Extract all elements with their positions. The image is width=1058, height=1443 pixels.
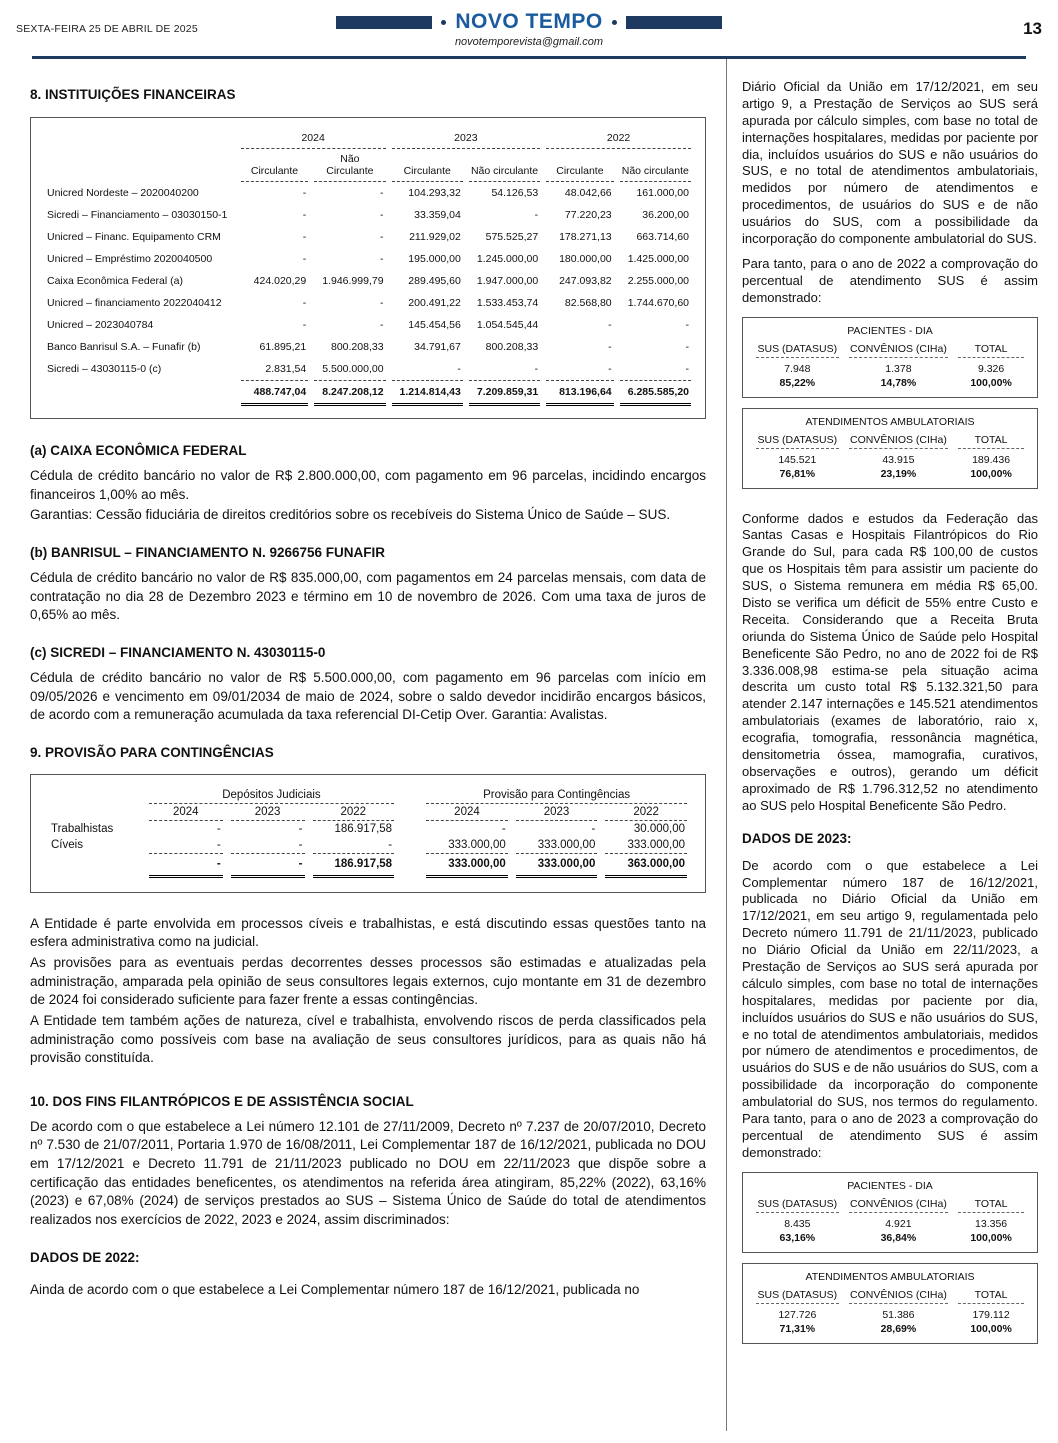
section-10-title: 10. DOS FINS FILANTRÓPICOS E DE ASSISTÊNCIA SOCIAL: [30, 1093, 414, 1109]
cell-value: 145.521: [778, 453, 817, 466]
paragraph: Diário Oficial da União em 17/12/2021, em seu artigo 9, a Prestação de Serviços ao SUS será apurada por cálculo simples, com base no total de internações hospitalares, medidas por paciente por dia, incluídos usuários do SUS e não usuários do SUS, e no total de atendimentos ambulatoriais, medidos por número de atendimentos e procedimentos, de usuários do SUS e de não usuários do SUS, com a possibilidade da incorporação do componente ambulatorial do SUS.: [742, 79, 1038, 247]
total-value: 1.214.814,43: [392, 380, 463, 406]
cell-value: 30.000,00: [633, 822, 685, 835]
row-label: Trabalhistas: [51, 822, 114, 835]
cell-value: -: [302, 231, 307, 244]
spacer-cell: [402, 853, 418, 878]
empty-cell: [45, 149, 235, 182]
cell-value: -: [591, 822, 596, 835]
cell-value: -: [380, 297, 384, 310]
table-row: [45, 292, 691, 314]
cell-value: -: [302, 253, 307, 266]
table-total-row: [45, 380, 691, 406]
cell-value: -: [501, 822, 506, 835]
cell-value: 333.000,00: [627, 838, 685, 851]
total-value: 333.000,00: [426, 853, 508, 878]
contingencies-box: [30, 774, 706, 893]
empty-cell: [49, 804, 141, 821]
group-header: Depósitos Judiciais: [149, 787, 394, 804]
row-label: Unicred – Empréstimo 2020040500: [47, 253, 213, 266]
row-label: Unicred – Financ. Equipamento CRM: [47, 231, 221, 244]
column-header: SUS (DATASUS): [756, 343, 839, 358]
year-header: 2022: [605, 804, 687, 821]
table-row: [45, 270, 691, 292]
cell-value: 200.491,22: [408, 297, 461, 310]
cell-value: 247.093,82: [559, 275, 612, 288]
column-header: CONVÊNIOS (CIHa): [849, 1198, 949, 1213]
cell-value: 8.435: [784, 1217, 811, 1230]
cell-percent: 100,00%: [970, 467, 1012, 480]
dados-2022-section: [30, 1250, 706, 1300]
paragraph: De acordo com o que estabelece a Lei Complementar número 187 de 16/12/2021, publicada no Diário Oficial da União em 17/12/2021, em seu artigo 9, regulamentada pelo Decreto número 11.791 de 21/11/2023, publicado no Diário Oficial da União em 22/11/2023, a Prestação de Serviços ao SUS será apurada por cálculo simples, com base no total de internações hospitalares, medidas por paciente por dia, incluídos usuários do SUS e não usuários do SUS, e no total de atendimentos ambulatoriais, medidos por número de atendimentos e procedimentos, de usuários do SUS e de não usuários do SUS, com a possibilidade da incorporação do componente ambulatorial do SUS, nos termos do regulamento. Para tanto, para o ano de 2023 a comprovação do percentual de atendimento SUS é assim demonstrado:: [742, 857, 1038, 1160]
paragraph: De acordo com o que estabelece a Lei número 12.101 de 27/11/2009, Decreto nº 7.237 de 20/07/2010, Decreto nº 7.530 de 21/07/2011, Portaria 1.970 de 16/08/2011, Lei Complementar 187 de 16/12/2021, publicada no DOU em 17/12/2021 e Decreto 11.791 de 21/11/2023 publicado no DOU em 22/11/2023 que dispõe sobre a certificação das entidades beneficentes, os atendimentos na referida área atingiram, 85,22% (2022), 63,16% (2023) e 67,08% (2024) de serviços prestados ao SUS – Sistema Único de Saúde do total de atendimentos realizados nos exercícios de 2022, 2023 e 2024, assim discriminados:: [30, 1118, 706, 1227]
cell-value: -: [302, 209, 307, 222]
cell-value: -: [302, 319, 307, 332]
spacer-cell: [402, 837, 418, 853]
cell-value: 161.000,00: [636, 187, 689, 200]
cell-value: 61.895,21: [259, 341, 307, 354]
spacer-cell: [402, 804, 418, 821]
empty-cell: [45, 380, 235, 406]
page-content: [0, 59, 1058, 1431]
section-10: [30, 1094, 706, 1230]
masthead-email: novotemporevista@gmail.com: [454, 36, 604, 48]
cell-value: 800.208,33: [330, 341, 384, 354]
column-header: Circulante: [546, 149, 613, 182]
column-header: TOTAL: [958, 1198, 1024, 1213]
row-label: Unicred – financiamento 2022040412: [47, 297, 222, 310]
cell-value: 211.929,02: [409, 231, 461, 244]
row-label: Sicredi – Financiamento – 03030150-1: [47, 209, 228, 222]
cell-percent: 14,78%: [880, 376, 917, 389]
cell-value: -: [388, 838, 393, 851]
dados-2022-title: DADOS DE 2022:: [30, 1249, 140, 1265]
cell-value: 1.425.000,00: [627, 253, 689, 266]
cell-percent: 100,00%: [970, 1322, 1012, 1335]
cell-value: -: [685, 341, 689, 354]
cell-value: -: [457, 363, 461, 376]
cell-value: 1.946.999,79: [322, 275, 384, 288]
paragraph: Cédula de crédito bancário no valor de R$ 835.000,00, com pagamentos em 24 parcelas mensais, com data de contratação no dia 28 de Dezembro 2023 e término em 10 de novembro de 2026. Com uma taxa de juros de 0,65% ao mês.: [30, 570, 706, 623]
total-value: 7.209.859,31: [469, 380, 540, 406]
cell-value: 424.020,29: [253, 275, 307, 288]
row-label: Sicredi – 43030115-0 (c): [47, 363, 162, 376]
cell-value: -: [380, 319, 384, 332]
mini-table-title: ATENDIMENTOS AMBULATORIAIS: [805, 415, 975, 428]
cell-value: -: [534, 209, 539, 222]
cell-value: -: [298, 822, 303, 835]
contingencies-table: [41, 787, 695, 878]
total-value: 186.917,58: [313, 853, 395, 878]
cell-value: 195.000,00: [408, 253, 461, 266]
paragraph: Ainda de acordo com o que estabelece a Lei Complementar número 187 de 16/12/2021, publicada no: [30, 1281, 640, 1297]
column-header: Circulante: [392, 149, 463, 182]
total-value: 6.285.585,20: [620, 380, 691, 406]
row-label: Unicred – 2023040784: [47, 319, 154, 332]
column-header: Circulante: [241, 149, 308, 182]
cell-value: 179.112: [972, 1308, 1010, 1321]
sus-table-2023-pacientes: [742, 1172, 1038, 1253]
note-c: [30, 645, 706, 725]
issue-date: SEXTA-FEIRA 25 DE ABRIL DE 2025: [16, 23, 198, 35]
cell-percent: 36,84%: [880, 1231, 917, 1244]
page-header: [0, 0, 1058, 59]
mini-table-title: PACIENTES - DIA: [847, 324, 933, 337]
financial-institutions-box: [30, 117, 706, 419]
note-a-title: (a) CAIXA ECONÔMICA FEDERAL: [30, 443, 247, 459]
table-row: [45, 182, 691, 204]
paragraph: A Entidade é parte envolvida em processos cíveis e trabalhistas, e está discutindo essas questões tanto na esfera administrativa como na judicial.: [30, 915, 706, 950]
paragraph: Cédula de crédito bancário no valor de R$ 5.500.000,00, com pagamento em 96 parcelas com início em 09/05/2026 e vencimento em 09/01/2034 de maio de 2024, sobre o saldo devedor incidirão encargos básicos, de acordo com a remuneração acumulada da taxa referencial DI-Cetip Over. Garantia: Avalistas.: [30, 669, 706, 723]
masthead-dot-right: [612, 20, 617, 25]
total-value: -: [149, 853, 223, 878]
column-header: SUS (DATASUS): [756, 1289, 839, 1304]
empty-cell: [45, 128, 235, 149]
table-row: [45, 336, 691, 358]
paragraph: Para tanto, para o ano de 2022 a comprovação do percentual de atendimento SUS é assim demonstrado:: [742, 255, 1038, 305]
cell-percent: 23,19%: [880, 467, 917, 480]
cell-value: -: [685, 363, 689, 376]
cell-value: -: [298, 838, 303, 851]
cell-value: -: [608, 341, 612, 354]
mini-table-title: PACIENTES - DIA: [847, 1179, 933, 1192]
cell-value: -: [302, 297, 307, 310]
sus-table-2023-ambulatoriais: [742, 1263, 1038, 1344]
spacer-cell: [402, 821, 418, 837]
cell-value: 82.568,80: [564, 297, 612, 310]
cell-value: -: [380, 209, 384, 222]
cell-value: 333.000,00: [448, 838, 506, 851]
table-row: [45, 204, 691, 226]
cell-percent: 85,22%: [779, 376, 816, 389]
cell-value: 2.831,54: [265, 363, 307, 376]
cell-value: 1.378: [885, 362, 912, 375]
year-header-row: [45, 128, 691, 149]
cell-value: 186.917,58: [334, 822, 393, 835]
row-label: Cíveis: [51, 838, 83, 851]
left-column: [0, 59, 726, 1431]
empty-cell: [49, 787, 141, 804]
cell-value: -: [380, 231, 384, 244]
cell-percent: 28,69%: [880, 1322, 917, 1335]
paragraph: Conforme dados e estudos da Federação das Santas Casas e Hospitais Filantrópicos do Rio Grande do Sul, para cada R$ 100,00 de custos que os Hospitais têm para assistir um paciente do SUS, o Sistema remunera em média R$ 65,00. Disto se verifica um déficit de 55% entre Custo e Receita. Considerando que a Receita Bruta oriunda do Sistema Único de Saúde pelo Hospital Beneficente São Pedro, no ano de 2022 foi de R$ 3.336.008,98 estima-se pela situação acima descrita um custo total R$ 5.132.321,50 para atender 2.147 internações e 145.521 atendimentos ambulatoriais (exames de laboratório, raio x, ecografia, tomografia, ressonância magnética, densitometria óssea, mamografia, curativos, observações e outros), gerando um déficit aproximado de R$ 1.796.312,52 no atendimento ao SUS pelo Hospital Beneficente São Pedro.: [742, 510, 1038, 813]
year-header: 2023: [231, 804, 305, 821]
table-row: [45, 248, 691, 270]
cell-value: 189.436: [972, 453, 1011, 466]
cell-value: 1.245.000,00: [476, 253, 539, 266]
row-label: Unicred Nordeste – 2020040200: [47, 187, 199, 200]
cell-value: 51.386: [882, 1308, 915, 1321]
year-header: 2024: [241, 128, 386, 149]
column-header: SUS (DATASUS): [756, 434, 839, 449]
sus-table-2022-ambulatoriais: [742, 408, 1038, 489]
mini-table-title: ATENDIMENTOS AMBULATORIAIS: [805, 1270, 975, 1283]
cell-value: 9.326: [977, 362, 1005, 375]
cell-value: -: [608, 363, 612, 376]
cell-value: 54.126,53: [491, 187, 539, 200]
note-b-title: (b) BANRISUL – FINANCIAMENTO N. 9266756 FUNAFIR: [30, 545, 386, 560]
total-value: -: [231, 853, 305, 878]
cell-value: 43.915: [882, 453, 915, 466]
masthead-bar-left: [336, 16, 432, 29]
cell-value: -: [685, 319, 689, 332]
row-label: Caixa Econômica Federal (a): [47, 275, 183, 288]
section-8-title: 8. INSTITUIÇÕES FINANCEIRAS: [30, 87, 236, 102]
section-9-title: 9. PROVISÃO PARA CONTINGÊNCIAS: [30, 744, 274, 760]
cell-value: 1.947.000,00: [476, 275, 539, 288]
cell-value: 663.714,60: [636, 231, 689, 244]
cell-value: 180.000,00: [559, 253, 612, 266]
cell-value: 4.921: [885, 1217, 912, 1230]
cell-value: -: [302, 187, 307, 200]
column-header: Não circulante: [620, 149, 691, 182]
cell-value: 1.744.670,60: [627, 297, 689, 310]
cell-value: 33.359,04: [414, 209, 461, 222]
cell-value: 1.054.545,44: [476, 319, 539, 332]
year-header-row: [49, 804, 687, 821]
cell-value: -: [380, 187, 384, 200]
column-header: SUS (DATASUS): [756, 1198, 839, 1213]
cell-value: 127.726: [778, 1308, 817, 1321]
masthead-title: NOVO TEMPO: [455, 10, 603, 33]
cell-percent: 100,00%: [970, 376, 1012, 389]
cell-percent: 71,31%: [779, 1322, 816, 1335]
paragraph: A Entidade tem também ações de natureza, cível e trabalhista, envolvendo riscos de perda classificados pela administração como possíveis com base na avaliação de seus consultores jurídicos, para as quais não há provisão constituída.: [30, 1012, 706, 1066]
year-header: 2023: [392, 128, 541, 149]
column-header: TOTAL: [958, 1289, 1024, 1304]
cell-percent: 63,16%: [779, 1231, 816, 1244]
paragraph: Cédula de crédito bancário no valor de R$ 2.800.000,00, com pagamento em 96 parcelas, incidindo encargos financeiros 1,00% ao mês.: [30, 468, 706, 502]
cell-value: 48.042,66: [564, 187, 612, 200]
cell-value: 36.200,00: [642, 209, 689, 222]
year-header: 2023: [516, 804, 598, 821]
page-number: 13: [1023, 19, 1042, 38]
cell-value: 7.948: [784, 362, 811, 375]
table-row: [49, 821, 687, 837]
group-header-row: [49, 787, 687, 804]
table-row: [45, 314, 691, 336]
year-header: 2024: [426, 804, 508, 821]
column-header: TOTAL: [958, 434, 1024, 449]
right-column: [727, 59, 1058, 1431]
paragraph: As provisões para as eventuais perdas decorrentes desses processos são estimadas e atualizadas pela administração, amparada pela opinião de seus consultores legais externos, cujo montante em 31 de dezembro de 2024 foi considerado suficiente para fazer frente a essas contingências.: [30, 955, 706, 1008]
cell-value: 104.293,32: [408, 187, 461, 200]
section-9: [30, 745, 706, 1068]
cell-value: 289.495,60: [408, 275, 461, 288]
column-header: Não Circulante: [314, 149, 385, 182]
cell-value: 145.454,56: [408, 319, 461, 332]
cell-value: 800.208,33: [485, 341, 539, 354]
cell-value: -: [608, 319, 612, 332]
masthead: [246, 10, 812, 48]
cell-value: 5.500.000,00: [322, 363, 384, 376]
spacer-cell: [402, 787, 418, 804]
cell-percent: 76,81%: [779, 467, 816, 480]
note-a: [30, 443, 706, 525]
total-value: 488.747,04: [241, 380, 308, 406]
cell-value: 1.533.453,74: [476, 297, 539, 310]
group-header: Provisão para Contingências: [426, 787, 687, 804]
year-header: 2022: [313, 804, 395, 821]
cell-value: 575.525,27: [485, 231, 539, 244]
column-header: CONVÊNIOS (CIHa): [849, 434, 949, 449]
total-value: 813.196,64: [546, 380, 613, 406]
year-header: 2022: [546, 128, 691, 149]
cell-value: 333.000,00: [537, 838, 596, 851]
total-value: 333.000,00: [516, 853, 598, 878]
note-b: [30, 545, 706, 625]
cell-value: -: [534, 363, 539, 376]
table-row: [49, 837, 687, 853]
cell-value: 34.791,67: [414, 341, 461, 354]
masthead-bar-right: [626, 16, 722, 29]
note-c-title: (c) SICREDI – FINANCIAMENTO N. 43030115-0: [30, 644, 326, 660]
cell-value: -: [216, 838, 221, 851]
cell-percent: 100,00%: [970, 1231, 1012, 1244]
total-value: 363.000,00: [605, 853, 687, 878]
table-row: [45, 358, 691, 380]
column-header: Não circulante: [469, 149, 540, 182]
row-label: Banco Banrisul S.A. – Funafir (b): [47, 341, 201, 354]
cell-value: 77.220,23: [564, 209, 612, 222]
table-row: [45, 226, 691, 248]
column-header: TOTAL: [958, 343, 1024, 358]
cell-value: 2.255.000,00: [627, 275, 689, 288]
masthead-dot-left: [441, 20, 446, 25]
dados-2023-title: DADOS DE 2023:: [742, 830, 852, 846]
paragraph: Garantias: Cessão fiduciária de direitos creditórios sobre os recebíveis do Sistema Único de Saúde – SUS.: [30, 507, 671, 523]
cell-value: -: [216, 822, 221, 835]
empty-cell: [49, 853, 141, 878]
total-value: 8.247.208,12: [314, 380, 385, 406]
cell-value: 13.356: [975, 1217, 1008, 1230]
cell-value: 178.271,13: [559, 231, 612, 244]
column-header-row: [45, 149, 691, 182]
cell-value: -: [380, 253, 384, 266]
sus-table-2022-pacientes: [742, 317, 1038, 398]
column-header: CONVÊNIOS (CIHa): [849, 343, 949, 358]
financial-institutions-table: [39, 128, 697, 406]
column-header: CONVÊNIOS (CIHa): [849, 1289, 949, 1304]
year-header: 2024: [149, 804, 223, 821]
table-total-row: [49, 853, 687, 878]
